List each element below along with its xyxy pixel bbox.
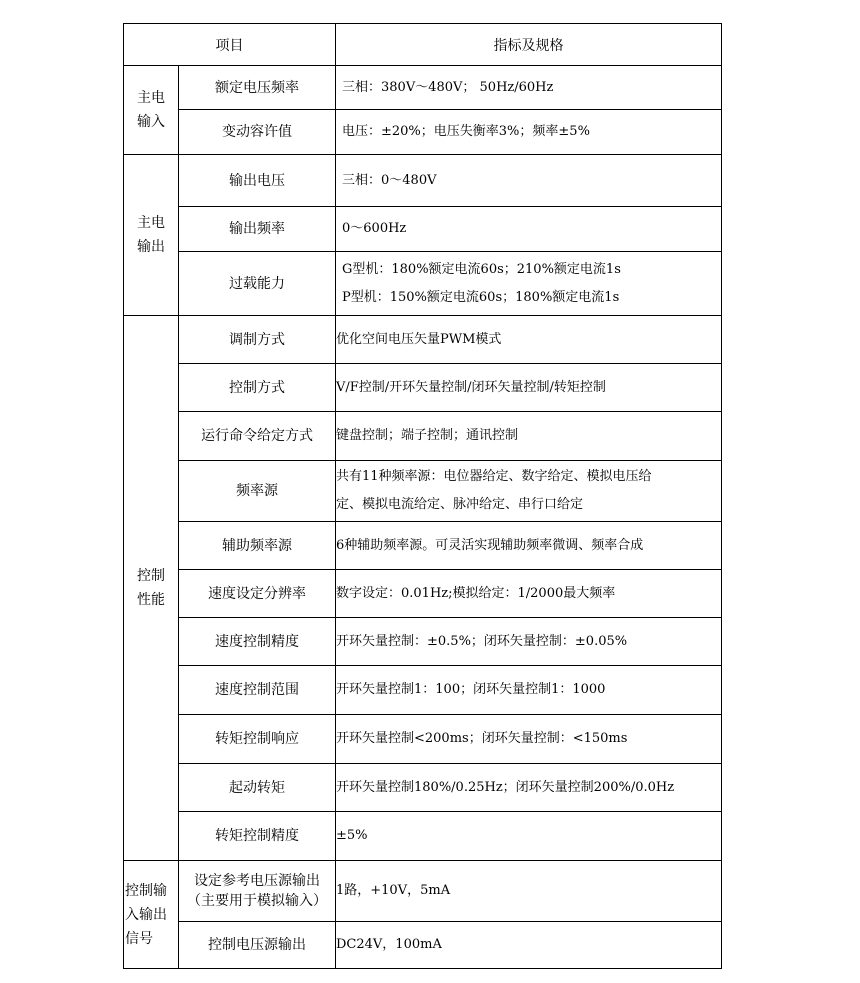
row-spec: 6种辅助频率源。可灵活实现辅助频率微调、频率合成	[336, 522, 722, 570]
row-spec: 开环矢量控制180%/0.25Hz；闭环矢量控制200%/0.0Hz	[336, 764, 722, 812]
row-item: 速度控制范围	[179, 666, 336, 715]
table-row	[124, 364, 722, 412]
table-row	[124, 618, 722, 666]
table-row	[124, 66, 722, 110]
row-item: 控制电压源输出	[179, 922, 336, 969]
table-row	[124, 861, 722, 922]
header-spec: 指标及规格	[336, 24, 722, 66]
group-main-input: 主电 输入	[124, 66, 179, 155]
row-item: 设定参考电压源输出 （主要用于模拟输入）	[179, 861, 336, 922]
row-spec: 数字设定：0.01Hz;模拟给定：1/2000最大频率	[336, 570, 722, 618]
table-row	[124, 461, 722, 522]
row-item: 起动转矩	[179, 764, 336, 812]
table-row	[124, 316, 722, 364]
row-spec: V/F控制/开环矢量控制/闭环矢量控制/转矩控制	[336, 364, 722, 412]
group-main-output: 主电 输出	[124, 155, 179, 316]
table-row	[124, 666, 722, 715]
group-control-io: 控制输 入输出 信号	[124, 861, 179, 969]
row-spec: 开环矢量控制：±0.5%；闭环矢量控制：±0.05%	[336, 618, 722, 666]
table-row	[124, 522, 722, 570]
table-row	[124, 412, 722, 461]
row-spec: 优化空间电压矢量PWM模式	[336, 316, 722, 364]
row-item: 频率源	[179, 461, 336, 522]
row-item: 调制方式	[179, 316, 336, 364]
spec-table	[123, 23, 722, 969]
row-item: 转矩控制精度	[179, 812, 336, 861]
row-item: 辅助频率源	[179, 522, 336, 570]
table-row	[124, 155, 722, 207]
row-item: 变动容许值	[179, 110, 336, 155]
row-spec: 开环矢量控制<200ms；闭环矢量控制：<150ms	[336, 715, 722, 764]
row-item: 控制方式	[179, 364, 336, 412]
row-spec: 1路，+10V，5mA	[336, 861, 722, 922]
table-row	[124, 812, 722, 861]
table-row	[124, 764, 722, 812]
row-item: 过载能力	[179, 252, 336, 316]
table-row	[124, 207, 722, 252]
group-control-performance: 控制 性能	[124, 316, 179, 861]
row-item: 转矩控制响应	[179, 715, 336, 764]
row-item: 输出频率	[179, 207, 336, 252]
row-spec: 三相：380V～480V； 50Hz/60Hz	[336, 66, 722, 110]
header-row	[124, 24, 722, 66]
row-item: 速度控制精度	[179, 618, 336, 666]
row-spec: ±5%	[336, 812, 722, 861]
row-spec: 键盘控制；端子控制；通讯控制	[336, 412, 722, 461]
row-spec: DC24V，100mA	[336, 922, 722, 969]
table-row	[124, 110, 722, 155]
row-item: 输出电压	[179, 155, 336, 207]
row-spec: 开环矢量控制1：100；闭环矢量控制1：1000	[336, 666, 722, 715]
row-spec: 0～600Hz	[336, 207, 722, 252]
table-row	[124, 715, 722, 764]
table-row	[124, 922, 722, 969]
row-item: 运行命令给定方式	[179, 412, 336, 461]
row-spec: 电压：±20%；电压失衡率3%；频率±5%	[336, 110, 722, 155]
row-spec: G型机：180%额定电流60s；210%额定电流1s P型机：150%额定电流60s；180%额定电流1s	[336, 252, 722, 316]
row-item: 额定电压频率	[179, 66, 336, 110]
row-spec: 共有11种频率源：电位器给定、数字给定、模拟电压给 定、模拟电流给定、脉冲给定、串行口给定	[336, 461, 722, 522]
row-item: 速度设定分辨率	[179, 570, 336, 618]
table-row	[124, 252, 722, 316]
row-spec: 三相：0～480V	[336, 155, 722, 207]
table-row	[124, 570, 722, 618]
header-item: 项目	[124, 24, 336, 66]
